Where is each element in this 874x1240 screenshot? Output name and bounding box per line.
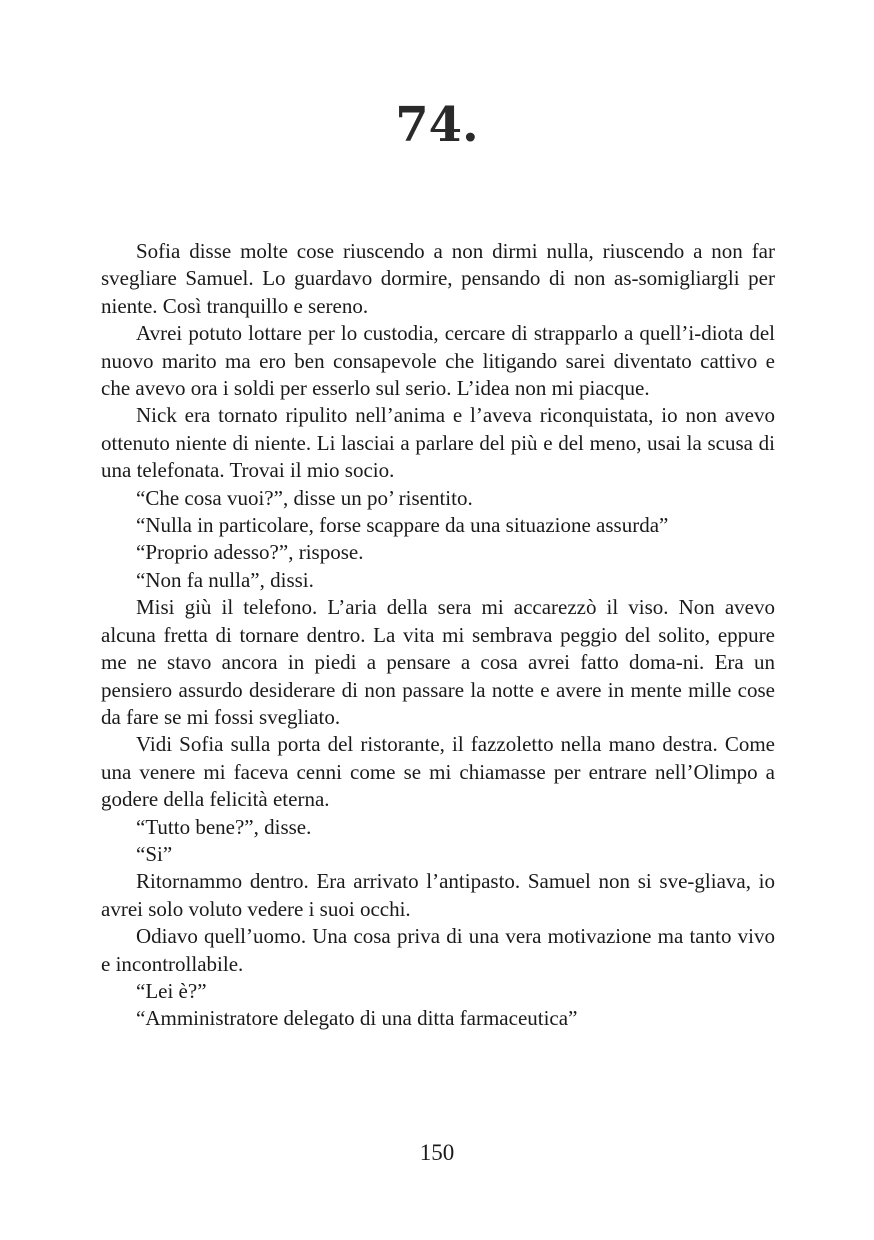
dialogue-line: “Amministratore delegato di una ditta farmaceutica” [136,1006,578,1031]
paragraph: Sofia disse molte cose riuscendo a non dirmi nulla, riuscendo a non far svegliare Samuel. Lo guardavo dormire, pensando di non as-somigliargli per niente. Così tranquillo e sereno. [101,239,775,318]
paragraph: Misi giù il telefono. L’aria della sera mi accarezzò il viso. Non avevo alcuna fretta di tornare dentro. La vita mi sembrava peggio del solito, eppure me ne stavo ancora in piedi a pensare a cosa avrei fatto doma-ni. Era un pensiero assurdo desiderare di non passare la notte e avere in mente mille cose da fare se mi fossi svegliato. [101,595,775,729]
dialogue-line: “Non fa nulla”, dissi. [136,567,314,592]
dialogue-line: “Tutto bene?”, disse. [136,814,312,839]
dialogue-line: “Proprio adesso?”, rispose. [136,540,364,565]
chapter-title: 74. [395,97,479,153]
paragraph: Ritornammo dentro. Era arrivato l’antipasto. Samuel non si sve-gliava, io avrei solo voluto vedere i suoi occhi. [101,869,775,921]
body-text [101,238,775,1033]
paragraph: Odiavo quell’uomo. Una cosa priva di una vera motivazione ma tanto vivo e incontrollabile. [101,924,775,976]
dialogue-line: “Si” [136,841,173,866]
paragraph: Vidi Sofia sulla porta del ristorante, il fazzoletto nella mano destra. Come una venere mi faceva cenni come se mi chiamasse per entrare nell’Olimpo a godere della felicità eterna. [101,732,775,812]
dialogue-line: “Nulla in particolare, forse scappare da una situazione assurda” [136,513,669,538]
paragraph: Avrei potuto lottare per lo custodia, cercare di strapparlo a quell’i-diota del nuovo marito ma ero ben consapevole che litigando sarei diventato cattivo e che avevo ora i soldi per esserlo sul serio. L’idea non mi piacque. [101,321,775,401]
page-number: 150 [419,1140,455,1165]
paragraph: Nick era tornato ripulito nell’anima e l’aveva riconquistata, io non avevo ottenuto niente di niente. Li lasciai a parlare del più e del meno, usai la scusa di una telefonata. Trovai il mio socio. [101,403,775,483]
dialogue-line: “Che cosa vuoi?”, disse un po’ risentito. [136,485,473,510]
dialogue-line: “Lei è?” [136,978,207,1003]
